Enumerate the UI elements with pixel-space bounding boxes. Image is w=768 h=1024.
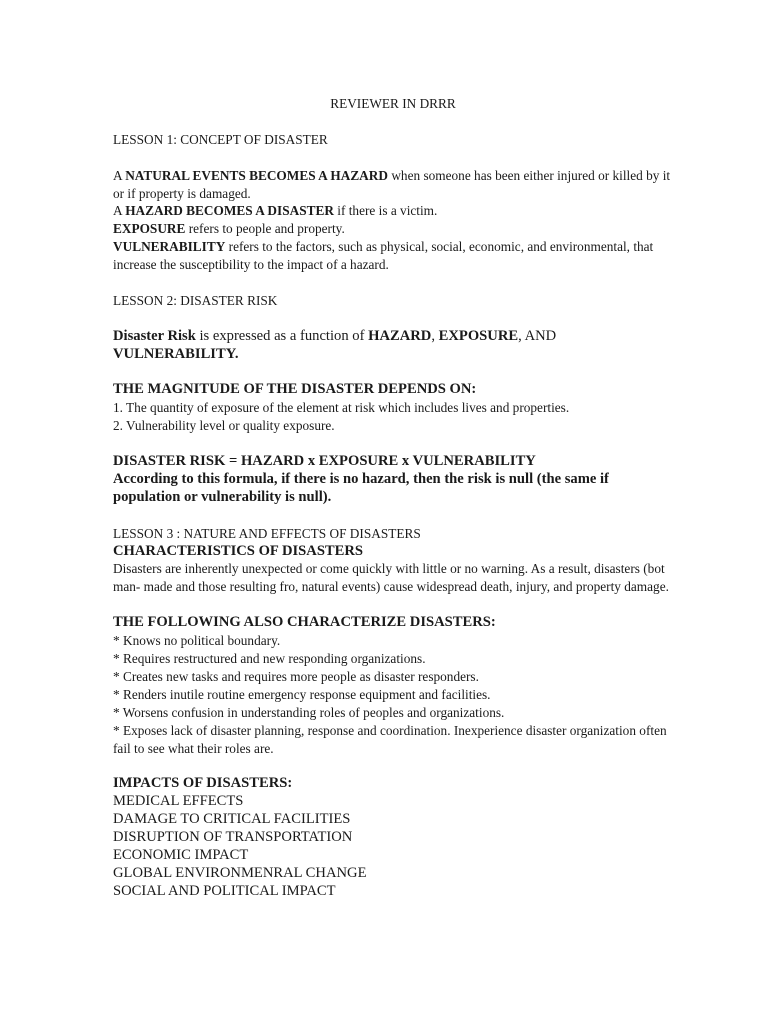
- term: NATURAL EVENTS BECOMES A HAZARD: [125, 167, 388, 183]
- document-title: REVIEWER IN DRRR: [330, 96, 456, 111]
- impact-item: DAMAGE TO CRITICAL FACILITIES: [113, 811, 351, 828]
- list-item: * Worsens confusion in understanding roles of peoples and organizations.: [113, 704, 505, 720]
- magnitude-heading: THE MAGNITUDE OF THE DISASTER DEPENDS ON:: [113, 381, 477, 398]
- lesson1-para4: [113, 238, 673, 274]
- term: Disaster Risk: [113, 327, 196, 344]
- formula: DISASTER RISK = HAZARD x EXPOSURE x VULNERABILITY: [113, 453, 536, 470]
- term: HAZARD: [368, 327, 432, 344]
- disaster-risk-definition: [113, 328, 673, 364]
- term: HAZARD BECOMES A DISASTER: [125, 203, 334, 219]
- text: if there is a victim.: [333, 203, 438, 219]
- lesson1-para3: [113, 220, 673, 238]
- list-item: * Exposes lack of disaster planning, response and coordination. Inexperience disaster organization often fail to see what their roles are.: [113, 722, 667, 756]
- impact-item: MEDICAL EFFECTS: [113, 793, 244, 810]
- text: , AND: [518, 327, 557, 344]
- list-item: * Renders inutile routine emergency response equipment and facilities.: [113, 686, 491, 702]
- text: refers to people and property.: [185, 221, 345, 237]
- text: when someone has been either injured or killed by it or if property is damaged.: [113, 167, 671, 201]
- list-item: * Knows no political boundary.: [113, 633, 281, 649]
- text: A: [113, 203, 126, 219]
- text: refers to the factors, such as physical, social, economic, and environmental, that increase the susceptibility to the impact of a hazard.: [113, 239, 654, 273]
- term: EXPOSURE: [113, 221, 186, 237]
- characteristics-heading: CHARACTERISTICS OF DISASTERS: [113, 542, 364, 559]
- impact-item: GLOBAL ENVIRONMENRAL CHANGE: [113, 864, 367, 881]
- impact-item: DISRUPTION OF TRANSPORTATION: [113, 829, 353, 846]
- lesson1-heading: LESSON 1: CONCEPT OF DISASTER: [113, 131, 328, 147]
- text: is expressed as a function of: [195, 327, 369, 344]
- lesson1-para1: [113, 167, 673, 203]
- impact-item: SOCIAL AND POLITICAL IMPACT: [113, 882, 336, 899]
- list-item: * Requires restructured and new responding organizations.: [113, 650, 426, 666]
- list-item: * Creates new tasks and requires more people as disaster responders.: [113, 668, 479, 684]
- term: VULNERABILITY.: [113, 345, 239, 362]
- lesson3-heading: LESSON 3 : NATURE AND EFFECTS OF DISASTERS: [113, 525, 421, 541]
- formula-note: According to this formula, if there is no hazard, then the risk is null (the same if population or vulnerability is null).: [113, 470, 609, 505]
- also-characterize-heading: THE FOLLOWING ALSO CHARACTERIZE DISASTERS:: [113, 614, 496, 631]
- magnitude-item: 2. Vulnerability level or quality exposure.: [113, 418, 335, 434]
- impact-item: ECONOMIC IMPACT: [113, 846, 249, 863]
- term: VULNERABILITY: [113, 239, 226, 255]
- text: A: [113, 167, 126, 183]
- characteristics-text: Disasters are inherently unexpected or come quickly with little or no warning. As a result, disasters (bot man- made and those resulting fro, natural events) cause widespread death, injury, and property damage.: [113, 561, 669, 595]
- magnitude-item: 1. The quantity of exposure of the element at risk which includes lives and properties.: [113, 400, 570, 416]
- impacts-heading: IMPACTS OF DISASTERS:: [113, 775, 293, 792]
- lesson2-heading: LESSON 2: DISASTER RISK: [113, 292, 278, 308]
- document-page: [113, 95, 673, 901]
- text: ,: [431, 327, 439, 344]
- term: EXPOSURE: [438, 327, 519, 344]
- lesson1-para2: [113, 202, 673, 220]
